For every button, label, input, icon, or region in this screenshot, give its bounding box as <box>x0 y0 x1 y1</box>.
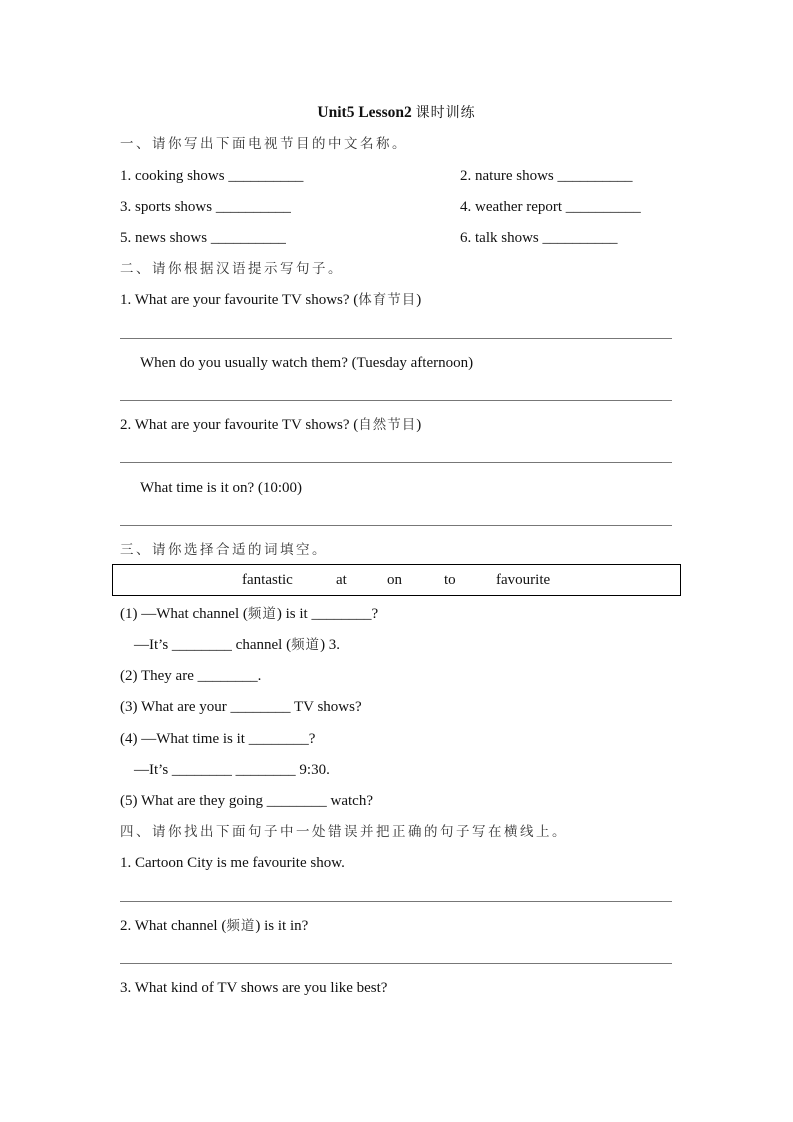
item-text: ? <box>308 731 316 747</box>
chinese-gloss: 频道 <box>226 918 256 934</box>
section1-item-2 <box>460 167 633 185</box>
answer-line[interactable] <box>120 901 672 902</box>
answer-line[interactable] <box>120 462 672 463</box>
answer-blank[interactable]: ________ <box>230 699 291 715</box>
close-paren: ) <box>416 417 422 433</box>
item-text: 2. What channel ( <box>120 918 227 934</box>
item-label: 2. nature shows <box>460 168 554 184</box>
answer-blank[interactable]: ________ <box>197 668 258 684</box>
item-text: —It’s <box>134 637 172 653</box>
word-bank <box>112 564 681 596</box>
answer-blank[interactable]: __________ <box>215 199 291 215</box>
answer-blank[interactable]: __________ <box>210 230 286 246</box>
word-bank-item: on <box>387 572 402 588</box>
item-text: —It’s <box>134 762 172 778</box>
page-title <box>0 102 793 122</box>
item-text: TV shows? <box>290 699 362 715</box>
section2-question-1b: When do you usually watch them? (Tuesday afternoon) <box>140 355 474 371</box>
section3-item-1 <box>120 605 378 623</box>
item-text: (1) —What channel ( <box>120 606 248 622</box>
section3-item-2 <box>120 667 261 685</box>
word-bank-item: fantastic <box>242 572 293 588</box>
answer-blank[interactable]: __________ <box>228 168 304 184</box>
item-label: 3. sports shows <box>120 199 213 215</box>
word-bank-item: favourite <box>496 572 551 588</box>
section3-item-4b <box>134 761 330 779</box>
chinese-hint: 体育节目 <box>358 292 417 308</box>
question-text: 1. What are your favourite TV shows? ( <box>120 292 359 308</box>
answer-blank[interactable]: ________ <box>248 731 309 747</box>
item-text: channel ( <box>231 637 292 653</box>
item-text: ? <box>371 606 379 622</box>
answer-line[interactable] <box>120 338 672 339</box>
chinese-gloss: 频道 <box>291 637 321 653</box>
word-bank-item: to <box>444 572 456 588</box>
chinese-hint: 自然节目 <box>358 417 417 433</box>
item-text: (2) They are <box>120 668 198 684</box>
answer-line[interactable] <box>120 525 672 526</box>
section1-item-4 <box>460 198 641 216</box>
item-label: 1. cooking shows <box>120 168 225 184</box>
answer-line[interactable] <box>120 963 672 964</box>
section4-item-3: 3. What kind of TV shows are you like best? <box>120 980 388 996</box>
section3-item-4 <box>120 730 315 748</box>
section1-item-1 <box>120 167 303 185</box>
answer-blank[interactable]: ________ <box>311 606 372 622</box>
section4-heading: 四、请你找出下面句子中一处错误并把正确的句子写在横线上。 <box>120 824 568 840</box>
chinese-gloss: 频道 <box>247 606 277 622</box>
section3-heading: 三、请你选择合适的词填空。 <box>120 542 328 558</box>
answer-blank[interactable]: ________ <box>171 762 232 778</box>
question-text: 2. What are your favourite TV shows? ( <box>120 417 359 433</box>
answer-blank[interactable]: __________ <box>542 230 618 246</box>
title-chinese: 课时训练 <box>415 105 476 121</box>
word-bank-item: at <box>336 572 347 588</box>
section3-item-1b <box>134 636 340 654</box>
item-text: (5) What are they going <box>120 793 267 809</box>
answer-line[interactable] <box>120 400 672 401</box>
answer-blank[interactable]: __________ <box>565 199 641 215</box>
item-label: 5. news shows <box>120 230 208 246</box>
item-text: ) 3. <box>320 637 341 653</box>
item-text: ) is it <box>276 606 312 622</box>
item-text: . <box>257 668 262 684</box>
section2-question-2b: What time is it on? (10:00) <box>140 480 303 496</box>
answer-blank[interactable]: ________ <box>266 793 327 809</box>
section1-heading: 一、请你写出下面电视节目的中文名称。 <box>120 136 408 152</box>
title-english: Unit5 Lesson2 <box>317 104 412 121</box>
section2-question-1 <box>120 291 421 309</box>
close-paren: ) <box>416 292 422 308</box>
section4-item-1: 1. Cartoon City is me favourite show. <box>120 855 345 871</box>
section2-heading: 二、请你根据汉语提示写句子。 <box>120 261 344 277</box>
item-text: (3) What are your <box>120 699 231 715</box>
item-text: ) is it in? <box>255 918 309 934</box>
answer-blank[interactable]: __________ <box>557 168 633 184</box>
item-text: watch? <box>326 793 373 809</box>
answer-blank[interactable]: ________ <box>171 637 232 653</box>
answer-blank[interactable]: ________ <box>235 762 296 778</box>
section3-item-3 <box>120 698 362 716</box>
section2-question-2 <box>120 416 421 434</box>
section4-item-2 <box>120 917 308 935</box>
section3-item-5 <box>120 792 373 810</box>
item-label: 6. talk shows <box>460 230 539 246</box>
section1-item-5 <box>120 229 286 247</box>
item-text: (4) —What time is it <box>120 731 249 747</box>
section1-item-3 <box>120 198 291 216</box>
item-text: 9:30. <box>295 762 330 778</box>
item-label: 4. weather report <box>460 199 563 215</box>
section1-item-6 <box>460 229 618 247</box>
